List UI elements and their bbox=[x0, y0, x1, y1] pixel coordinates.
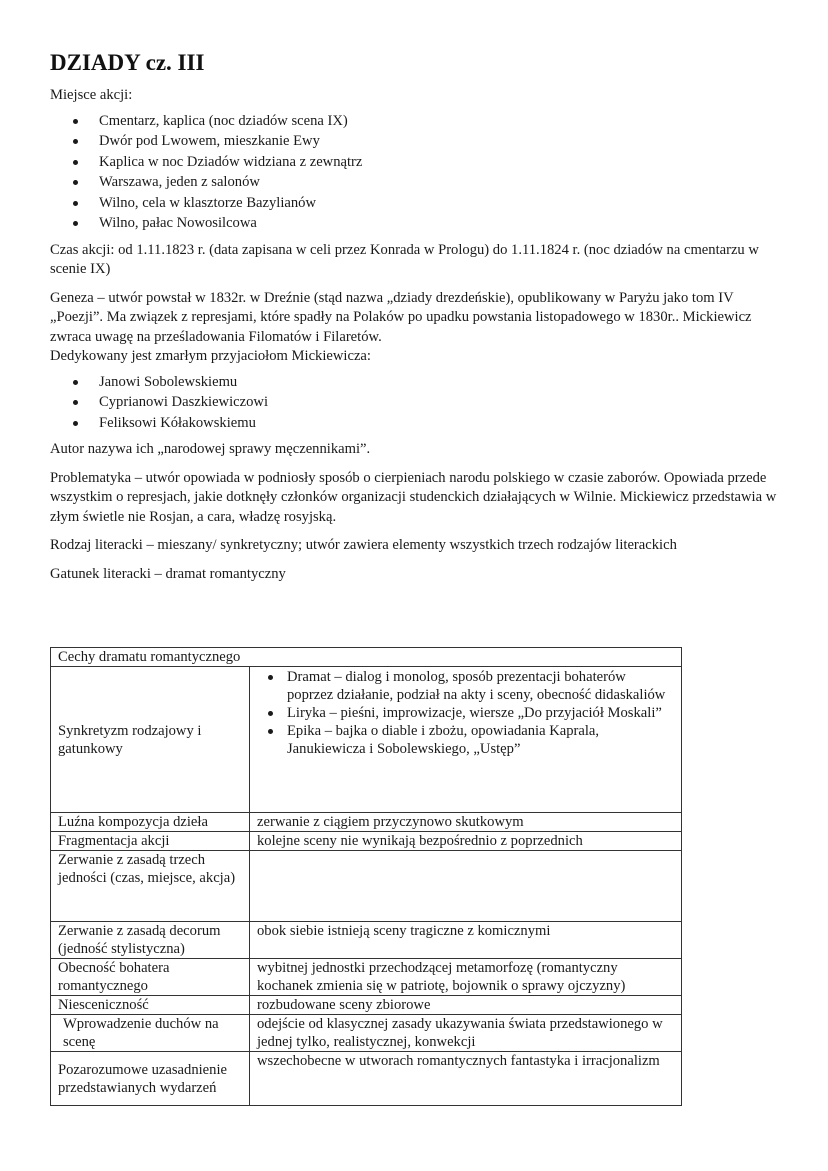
list-item: Janowi Sobolewskiemu bbox=[50, 372, 790, 393]
miejsce-akcji-label: Miejsce akcji: bbox=[50, 87, 133, 103]
list-item: Dramat – dialog i monolog, sposób prezentacji bohaterów poprzez działanie, podział na akty i sceny, obecność didaskaliów bbox=[257, 668, 674, 704]
problematyka-paragraph: Problematyka – utwór opowiada w podniosły sposób o cierpieniach narodu polskiego w czasie zaborów. Opowiada przede wszystkim o represjach, jakie dotknęły członków organizacji studenckich działających w Wilnie. Mickiewicz przedstawia w złym świetle nie Rosjan, a cara, władzę rosyjską. bbox=[50, 469, 777, 525]
list-item: Wilno, cela w klasztorze Bazylianów bbox=[50, 193, 790, 214]
list-item: Wilno, pałac Nowosilcowa bbox=[50, 213, 790, 234]
description-cell bbox=[250, 851, 682, 922]
dedykacje-list bbox=[50, 372, 790, 434]
table-row bbox=[51, 667, 682, 813]
feature-cell: Zerwanie z zasadą decorum (jedność stylistyczna) bbox=[51, 922, 250, 959]
czas-akcji-paragraph: Czas akcji: od 1.11.1823 r. (data zapisana w celi przez Konrada w Prologu) do 1.11.1824 r. (noc dziadów na cmentarzu w scenie IX) bbox=[50, 241, 759, 277]
description-cell bbox=[250, 667, 682, 813]
table-row bbox=[51, 959, 682, 996]
list-item: Kaplica w noc Dziadów widziana z zewnątrz bbox=[50, 152, 790, 173]
geneza-paragraph: Geneza – utwór powstał w 1832r. w Dreźnie (stąd nazwa „dziady drezdeńskie), opublikowany w Paryżu jako tom IV „Poezji”. Ma związek z represjami, które spadły na Polaków po upadku powstania listopadowego w 1830r.. Mickiewicz zwraca uwagę na prześladowania Filomatów i Filaretów. bbox=[50, 289, 752, 345]
list-item: Feliksowi Kółakowskiemu bbox=[50, 413, 790, 434]
description-cell: odejście od klasycznej zasady ukazywania świata przedstawionego w jednej tylko, realistycznej, konwekcji bbox=[250, 1015, 682, 1052]
description-cell: wybitnej jednostki przechodzącej metamorfozę (romantyczny kochanek zmienia się w patriotę, bojownik o sprawy ojczyzny) bbox=[250, 959, 682, 996]
feature-text: Wprowadzenie duchów na scenę bbox=[63, 1016, 219, 1050]
autor-nazywa-paragraph: Autor nazywa ich „narodowej sprawy męczennikami”. bbox=[50, 441, 371, 457]
dedykacja-intro: Dedykowany jest zmarłym przyjaciołom Mickiewicza: bbox=[50, 348, 371, 364]
description-cell: obok siebie istnieją sceny tragiczne z komicznymi bbox=[250, 922, 682, 959]
list-item: Cyprianowi Daszkiewiczowi bbox=[50, 392, 790, 413]
gatunek-literacki-paragraph: Gatunek literacki – dramat romantyczny bbox=[50, 565, 286, 582]
table-row bbox=[51, 851, 682, 922]
feature-cell: Niesceniczność bbox=[51, 996, 250, 1015]
list-item: Dwór pod Lwowem, mieszkanie Ewy bbox=[50, 131, 790, 152]
description-cell: rozbudowane sceny zbiorowe bbox=[250, 996, 682, 1015]
table-row bbox=[51, 1015, 682, 1052]
list-item: Warszawa, jeden z salonów bbox=[50, 172, 790, 193]
rodzaj-literacki-paragraph: Rodzaj literacki – mieszany/ synkretyczny; utwór zawiera elementy wszystkich trzech rodzajów literackich bbox=[50, 537, 677, 553]
table-row bbox=[51, 996, 682, 1015]
synkretyzm-list bbox=[257, 668, 674, 758]
feature-cell bbox=[51, 1015, 250, 1052]
miejsce-akcji-list bbox=[50, 111, 790, 234]
feature-cell: Obecność bohatera romantycznego bbox=[51, 959, 250, 996]
feature-cell: Pozarozumowe uzasadnienie przedstawianych wydarzeń bbox=[51, 1052, 250, 1106]
table-row bbox=[51, 813, 682, 832]
feature-cell: Synkretyzm rodzajowy i gatunkowy bbox=[51, 667, 250, 813]
table-header-row bbox=[51, 648, 682, 667]
description-cell: wszechobecne w utworach romantycznych fantastyka i irracjonalizm bbox=[250, 1052, 682, 1106]
document-page bbox=[50, 48, 790, 593]
table-row bbox=[51, 922, 682, 959]
table-row bbox=[51, 1052, 682, 1106]
table-row bbox=[51, 832, 682, 851]
description-cell: zerwanie z ciągiem przyczynowo skutkowym bbox=[250, 813, 682, 832]
feature-cell: Zerwanie z zasadą trzech jedności (czas, miejsce, akcja) bbox=[51, 851, 250, 922]
list-item: Liryka – pieśni, improwizacje, wiersze „Do przyjaciół Moskali” bbox=[257, 704, 674, 722]
document-title: DZIADY cz. III bbox=[50, 50, 205, 75]
cechy-dramatu-table bbox=[50, 647, 682, 1106]
list-item: Epika – bajka o diable i zbożu, opowiadania Kaprala, Janukiewicza i Sobolewskiego, „Ustęp” bbox=[257, 722, 674, 758]
list-item: Cmentarz, kaplica (noc dziadów scena IX) bbox=[50, 111, 790, 132]
description-cell: kolejne sceny nie wynikają bezpośrednio z poprzednich bbox=[250, 832, 682, 851]
table-header: Cechy dramatu romantycznego bbox=[51, 648, 682, 667]
feature-cell: Luźna kompozycja dzieła bbox=[51, 813, 250, 832]
feature-cell: Fragmentacja akcji bbox=[51, 832, 250, 851]
